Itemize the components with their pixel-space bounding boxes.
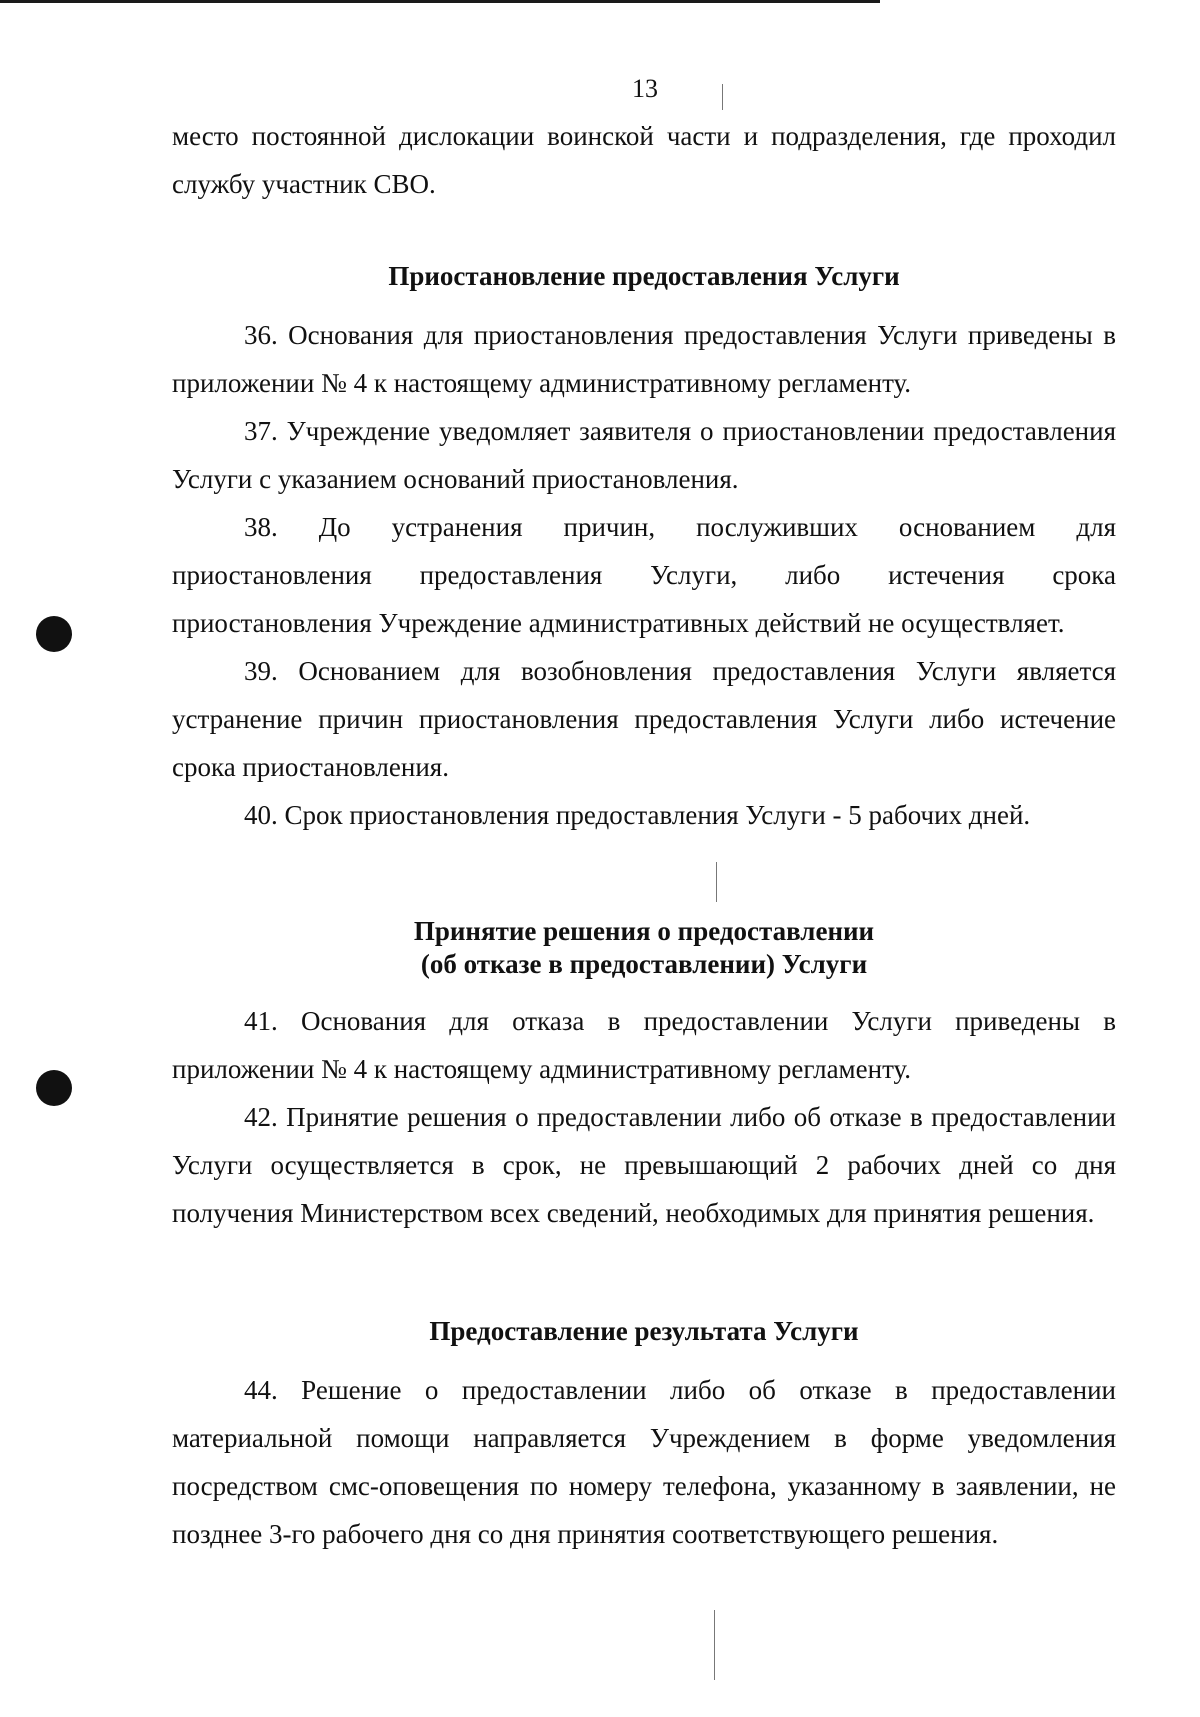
document-body bbox=[172, 112, 1116, 1558]
clause-37: 37. Учреждение уведомляет заявителя о приостановлении предоставления Услуги с указанием оснований приостановления. bbox=[172, 416, 1116, 494]
page-number: 13 bbox=[632, 74, 658, 103]
clause-40: 40. Срок приостановления предоставления Услуги - 5 рабочих дней. bbox=[244, 800, 1031, 830]
clause-41: 41. Основания для отказа в предоставлении Услуги приведены в приложении № 4 к настоящему административному регламенту. bbox=[172, 1006, 1116, 1084]
continuation-paragraph: место постоянной дислокации воинской части и подразделения, где проходил службу участник СВО. bbox=[172, 121, 1116, 199]
clause-39: 39. Основанием для возобновления предоставления Услуги является устранение причин приостановления предоставления Услуги либо истечение срока приостановления. bbox=[172, 656, 1116, 782]
clause-42: 42. Принятие решения о предоставлении либо об отказе в предоставлении Услуги осуществляется в срок, не превышающий 2 рабочих дней со дня получения Министерством всех сведений, необходимых для принятия решения. bbox=[172, 1102, 1116, 1228]
section-heading-result: Предоставление результата Услуги bbox=[429, 1316, 859, 1346]
section-heading-suspension: Приостановление предоставления Услуги bbox=[388, 261, 900, 291]
punch-hole bbox=[36, 616, 72, 652]
scan-fold-mark bbox=[714, 1610, 715, 1680]
section-heading-decision-line2: (об отказе в предоставлении) Услуги bbox=[420, 949, 868, 979]
clause-44: 44. Решение о предоставлении либо об отказе в предоставлении материальной помощи направляется Учреждением в форме уведомления посредством смс-оповещения по номеру телефона, указанному в заявлении, не позднее 3-го рабочего дня со дня принятия соответствующего решения. bbox=[172, 1375, 1116, 1549]
clause-38: 38. До устранения причин, послуживших основанием для приостановления предоставления Услуги, либо истечения срока приостановления Учреждение административных действий не осуществляет. bbox=[172, 512, 1116, 638]
scan-border-line bbox=[0, 0, 880, 3]
clause-36: 36. Основания для приостановления предоставления Услуги приведены в приложении № 4 к настоящему административному регламенту. bbox=[172, 320, 1116, 398]
punch-hole bbox=[36, 1070, 72, 1106]
section-heading-decision-line1: Принятие решения о предоставлении bbox=[413, 916, 875, 946]
